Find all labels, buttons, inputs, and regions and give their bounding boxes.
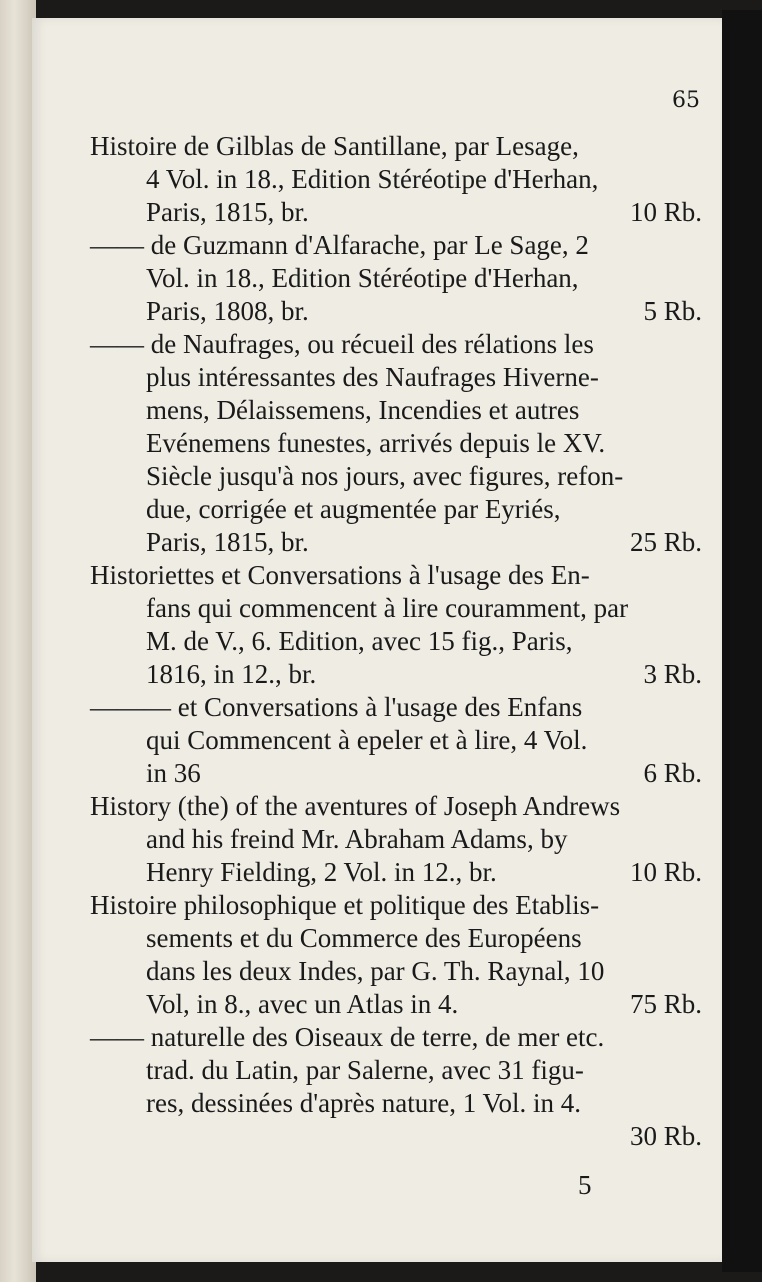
catalog-line bbox=[90, 889, 702, 922]
catalog-line bbox=[90, 328, 702, 361]
catalog-line bbox=[90, 559, 702, 592]
catalog-line bbox=[90, 526, 702, 559]
entry-text: qui Commencent à epeler et à lire, 4 Vol. bbox=[146, 725, 588, 755]
entry-text: ——— et Conversations à l'usage des Enfans bbox=[90, 692, 583, 722]
catalog-line bbox=[90, 625, 702, 658]
entry-text: —— de Guzmann d'Alfarache, par Le Sage, 2 bbox=[90, 230, 589, 260]
catalog-line bbox=[90, 922, 702, 955]
entry-text: fans qui commencent à lire couramment, par bbox=[146, 593, 629, 623]
entry-text: res, dessinées d'après nature, 1 Vol. in 4. bbox=[146, 1088, 582, 1118]
catalog-line bbox=[90, 196, 702, 229]
catalog-line bbox=[90, 262, 702, 295]
entry-text: in 36 bbox=[146, 758, 201, 788]
catalog-line bbox=[90, 724, 702, 757]
catalog-line bbox=[90, 1120, 702, 1153]
entry-price: 30 Rb. bbox=[629, 1121, 702, 1151]
entry-text: Histoire de Gilblas de Santillane, par Lesage, bbox=[90, 131, 579, 161]
catalog-line bbox=[90, 1021, 702, 1054]
catalog-line bbox=[90, 427, 702, 460]
catalog-line bbox=[90, 790, 702, 823]
entry-price: 10 Rb. bbox=[629, 197, 702, 227]
left-page-edge bbox=[0, 0, 36, 1282]
entry-price: 10 Rb. bbox=[629, 857, 702, 887]
entry-text: plus intéressantes des Naufrages Hiverne- bbox=[146, 362, 599, 392]
catalog-line bbox=[90, 757, 702, 790]
entry-text: 1816, in 12., br. bbox=[146, 659, 317, 689]
entry-text: Vol, in 8., avec un Atlas in 4. bbox=[146, 989, 459, 1019]
entry-text: trad. du Latin, par Salerne, avec 31 figu- bbox=[146, 1055, 584, 1085]
catalog-line bbox=[90, 394, 702, 427]
catalog-line bbox=[90, 361, 702, 394]
catalog-line bbox=[90, 988, 702, 1021]
entry-price: 6 Rb. bbox=[643, 758, 702, 788]
catalog-line bbox=[90, 1087, 702, 1120]
entry-text: —— naturelle des Oiseaux de terre, de mer etc. bbox=[90, 1022, 605, 1052]
entry-text: Paris, 1808, br. bbox=[146, 296, 309, 326]
entry-text: Evénemens funestes, arrivés depuis le XV. bbox=[146, 428, 606, 458]
catalog-line bbox=[90, 493, 702, 526]
entry-text: Paris, 1815, br. bbox=[146, 527, 309, 557]
book-page bbox=[32, 18, 722, 1262]
entry-text: 4 Vol. in 18., Edition Stéréotipe d'Herhan, bbox=[146, 164, 599, 194]
entry-text: Vol. in 18., Edition Stéréotipe d'Herhan, bbox=[146, 263, 579, 293]
catalog-line bbox=[90, 856, 702, 889]
entry-text: mens, Délaissemens, Incendies et autres bbox=[146, 395, 580, 425]
catalog-line bbox=[90, 229, 702, 262]
entry-text: M. de V., 6. Edition, avec 15 fig., Paris, bbox=[146, 626, 573, 656]
entry-text: —— de Naufrages, ou récueil des rélations les bbox=[90, 329, 594, 359]
entry-price: 3 Rb. bbox=[643, 659, 702, 689]
entry-text: Henry Fielding, 2 Vol. in 12., br. bbox=[146, 857, 497, 887]
catalog-line bbox=[90, 658, 702, 691]
entry-price: 75 Rb. bbox=[629, 989, 702, 1019]
entry-text: History (the) of the aventures of Joseph Andrews bbox=[90, 791, 621, 821]
entry-price: 5 Rb. bbox=[643, 296, 702, 326]
catalog-line bbox=[90, 460, 702, 493]
right-background bbox=[722, 10, 762, 1272]
catalog-line bbox=[90, 163, 702, 196]
catalog-text bbox=[90, 130, 702, 1153]
catalog-line bbox=[90, 592, 702, 625]
entry-text: Histoire philosophique et politique des Etablis- bbox=[90, 890, 600, 920]
catalog-line bbox=[90, 955, 702, 988]
entry-price: 25 Rb. bbox=[629, 527, 702, 557]
entry-text: due, corrigée et augmentée par Eyriés, bbox=[146, 494, 561, 524]
catalog-line bbox=[90, 691, 702, 724]
entry-text: and his freind Mr. Abraham Adams, by bbox=[146, 824, 568, 854]
catalog-line bbox=[90, 1054, 702, 1087]
entry-text: sements et du Commerce des Européens bbox=[146, 923, 582, 953]
entry-text: Historiettes et Conversations à l'usage des En- bbox=[90, 560, 590, 590]
page-number: 65 bbox=[672, 88, 700, 113]
entry-text: Siècle jusqu'à nos jours, avec figures, refon- bbox=[146, 461, 624, 491]
catalog-line bbox=[90, 823, 702, 856]
entry-text: dans les deux Indes, par G. Th. Raynal, 10 bbox=[146, 956, 605, 986]
signature-mark: 5 bbox=[578, 1170, 592, 1200]
catalog-line bbox=[90, 295, 702, 328]
entry-text: Paris, 1815, br. bbox=[146, 197, 309, 227]
catalog-line bbox=[90, 130, 702, 163]
